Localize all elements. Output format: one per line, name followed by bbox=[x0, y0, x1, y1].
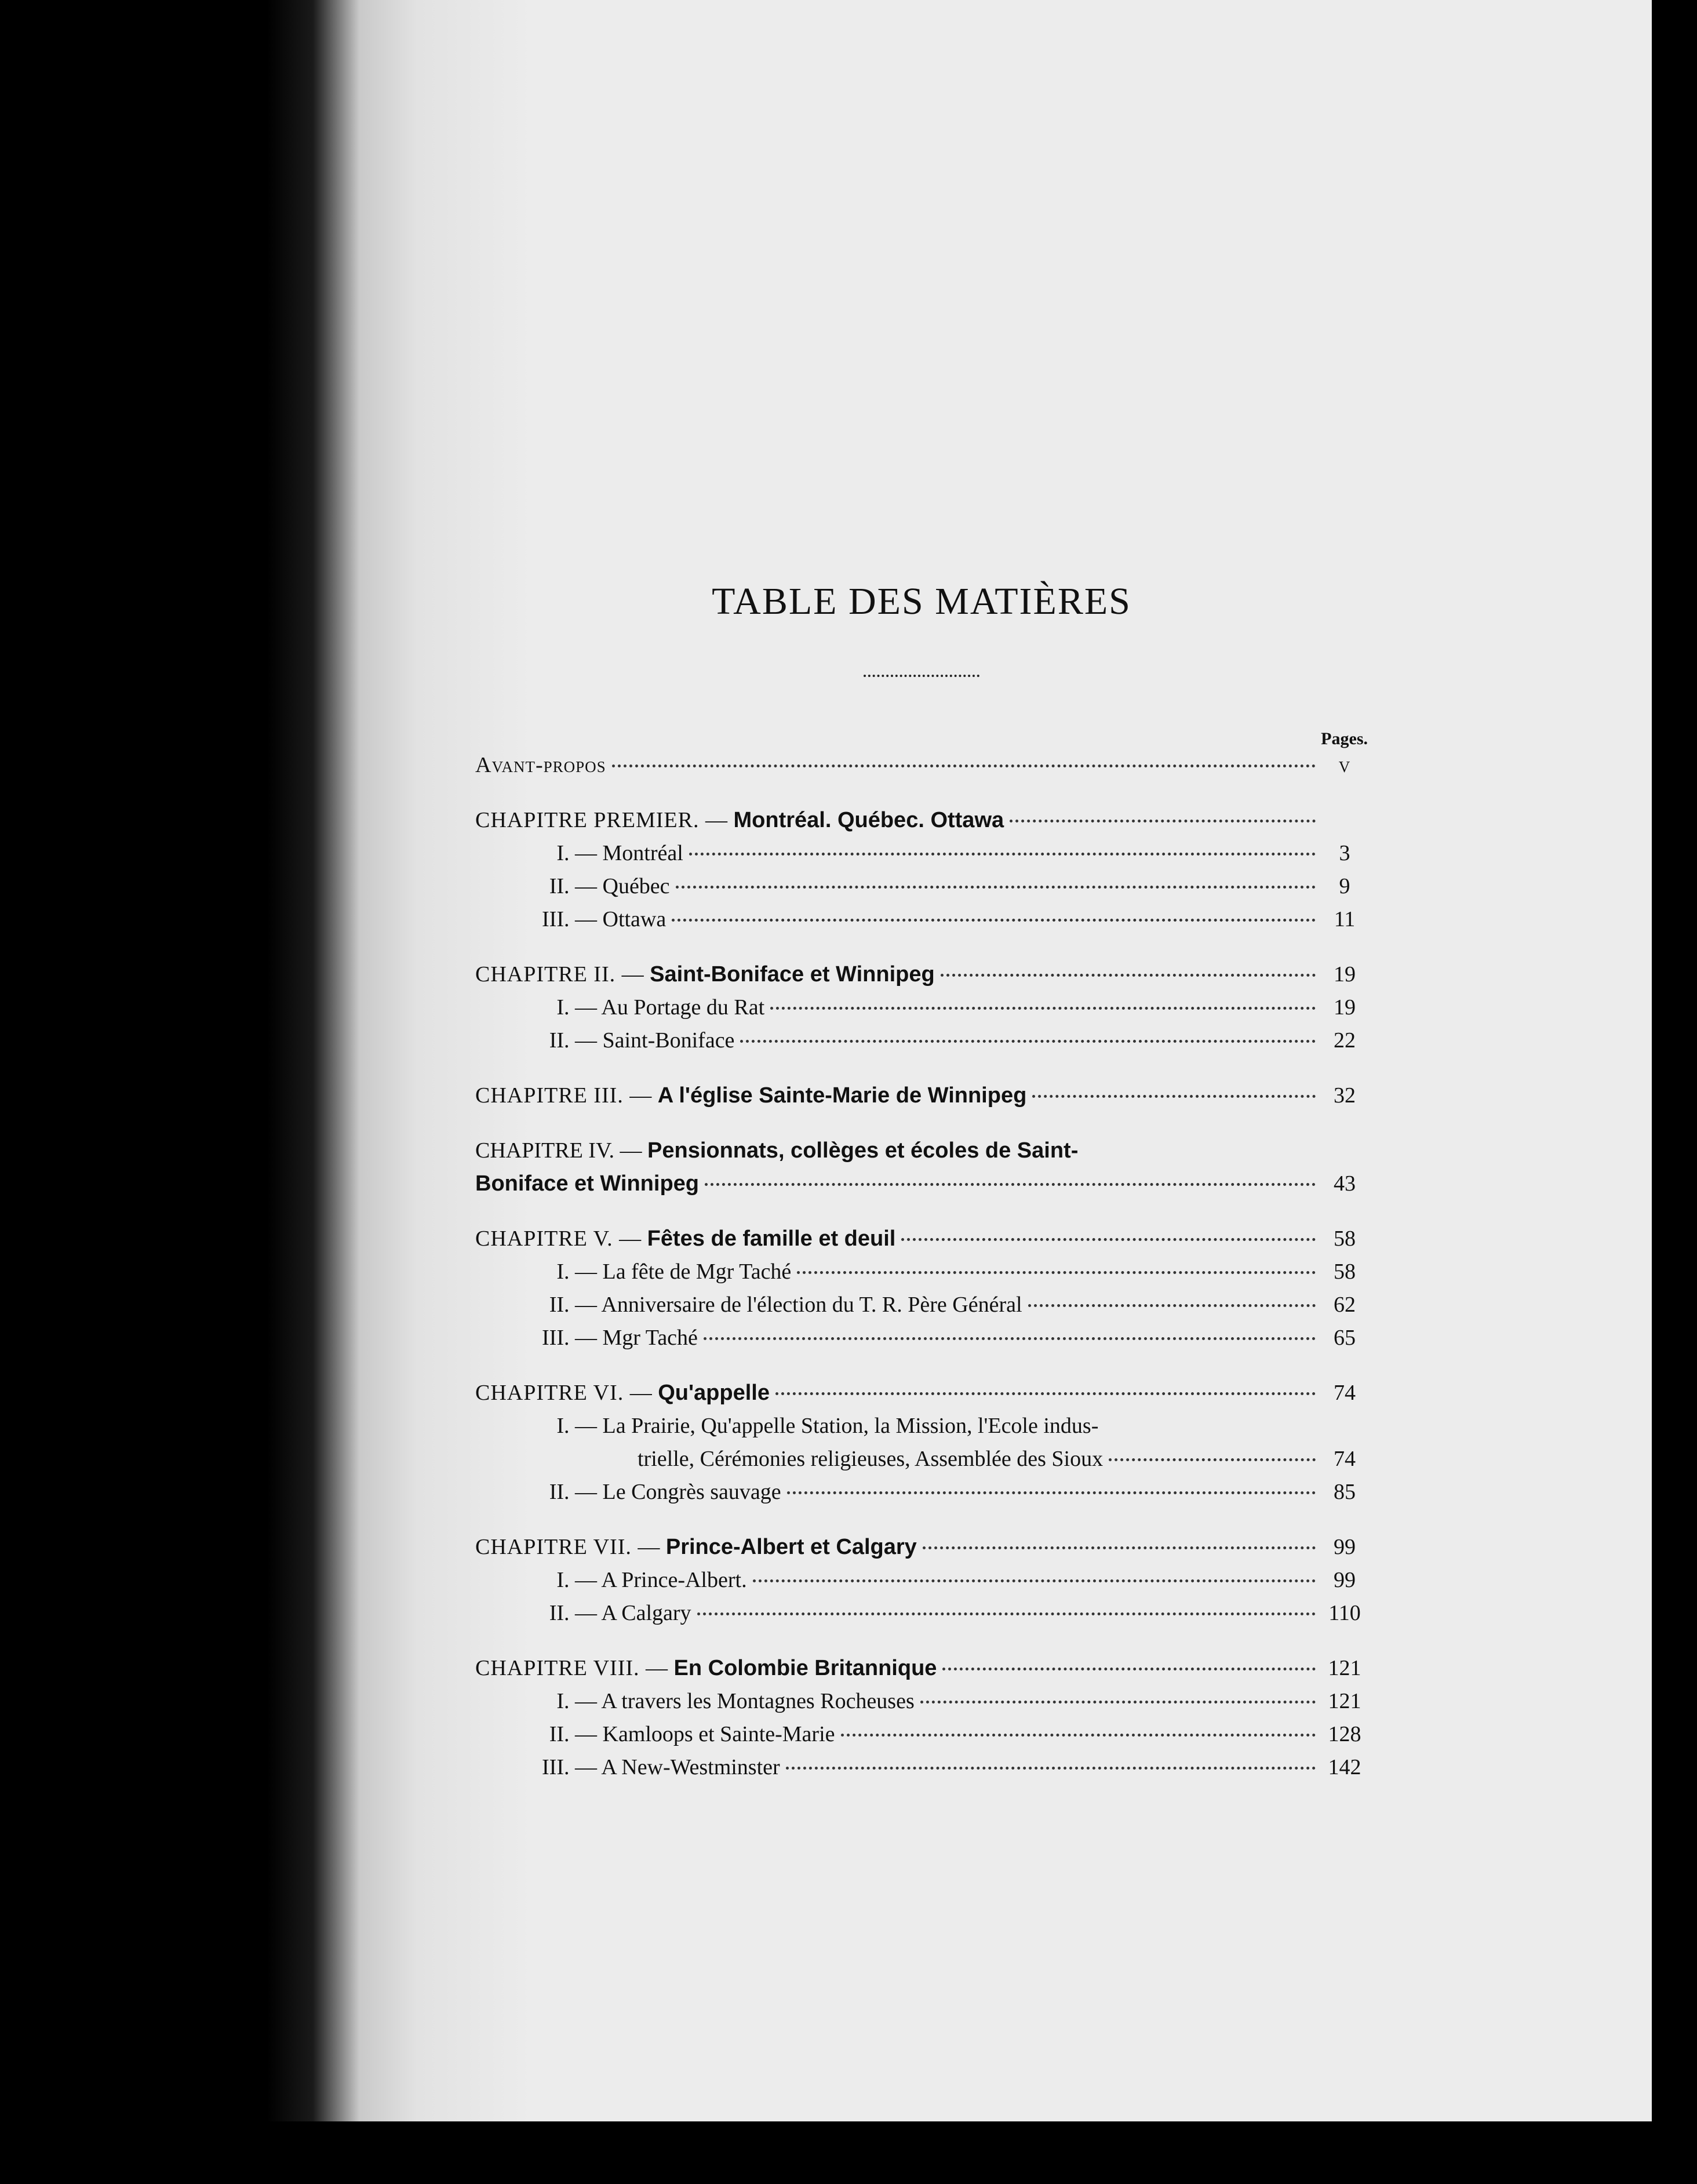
page-number: 99 bbox=[1334, 1535, 1356, 1559]
section-number: II. — bbox=[549, 1480, 597, 1504]
section-title: Anniversaire de l'élection du T. R. Père Général bbox=[601, 1293, 1022, 1317]
dot-leader bbox=[901, 1238, 1316, 1241]
dot-leader bbox=[775, 1392, 1316, 1395]
toc-chapter-4 bbox=[475, 1134, 1368, 1200]
dot-leader bbox=[612, 765, 1316, 767]
toc-chapter-5 bbox=[475, 1222, 1368, 1255]
pages-column-label: Pages. bbox=[1321, 729, 1368, 748]
section-number: III. — bbox=[542, 1755, 597, 1779]
dot-leader bbox=[753, 1579, 1316, 1582]
toc-section bbox=[475, 870, 1368, 903]
chapter-label: CHAPITRE PREMIER. — bbox=[475, 808, 728, 832]
page-number: 58 bbox=[1334, 1260, 1356, 1284]
section-title: A Prince-Albert. bbox=[601, 1568, 747, 1592]
section-number: I. — bbox=[556, 841, 597, 865]
toc-entry-avant-propos bbox=[475, 749, 1368, 782]
section-number: I. — bbox=[556, 1568, 597, 1592]
dot-leader bbox=[920, 1701, 1316, 1703]
chapter-title: Montréal. Québec. Ottawa bbox=[733, 808, 1004, 832]
page-number: 11 bbox=[1334, 907, 1356, 931]
page-number: 32 bbox=[1334, 1083, 1356, 1108]
page-number: 43 bbox=[1334, 1171, 1356, 1196]
toc-section bbox=[475, 903, 1368, 936]
section-title: La Prairie, Qu'appelle Station, la Mission, l'Ecole indus- bbox=[602, 1414, 1099, 1438]
page-number: 62 bbox=[1334, 1293, 1356, 1317]
dot-leader bbox=[672, 919, 1316, 922]
dot-leader bbox=[697, 1612, 1316, 1615]
page-number: 58 bbox=[1334, 1226, 1356, 1251]
chapter-title: En Colombie Britannique bbox=[673, 1656, 937, 1680]
page-number: 74 bbox=[1334, 1381, 1356, 1405]
dot-leader bbox=[676, 886, 1316, 889]
section-title: Au Portage du Rat bbox=[601, 995, 765, 1020]
section-title: Québec bbox=[602, 874, 670, 898]
chapter-title: A l'église Sainte-Marie de Winnipeg bbox=[657, 1083, 1027, 1108]
section-title: La fête de Mgr Taché bbox=[602, 1260, 792, 1284]
section-number: II. — bbox=[549, 874, 597, 898]
section-title: A travers les Montagnes Rocheuses bbox=[601, 1689, 915, 1713]
section-title: A Calgary bbox=[601, 1601, 691, 1625]
toc-section bbox=[475, 1410, 1368, 1476]
dot-leader bbox=[1032, 1095, 1316, 1098]
section-title: Kamloops et Sainte-Marie bbox=[602, 1722, 835, 1746]
chapter-label: CHAPITRE III. — bbox=[475, 1083, 653, 1108]
chapter-label: CHAPITRE II. — bbox=[475, 962, 644, 987]
toc-section bbox=[475, 1476, 1368, 1509]
chapter-title-continued: Boniface et Winnipeg bbox=[475, 1171, 700, 1196]
title-ornament bbox=[864, 664, 979, 677]
page-number: 3 bbox=[1339, 841, 1350, 865]
dot-leader bbox=[797, 1271, 1316, 1274]
dot-leader bbox=[770, 1007, 1316, 1010]
toc-section bbox=[475, 1718, 1368, 1751]
chapter-label: CHAPITRE VII. — bbox=[475, 1535, 661, 1559]
page-number: 74 bbox=[1334, 1447, 1356, 1471]
page-number: v bbox=[1338, 753, 1351, 777]
dot-leader bbox=[942, 1668, 1316, 1670]
section-number: III. — bbox=[542, 907, 597, 931]
toc-chapter-3 bbox=[475, 1079, 1368, 1112]
toc-section bbox=[475, 1685, 1368, 1718]
chapter-label: CHAPITRE IV. — bbox=[475, 1138, 642, 1163]
toc-section bbox=[475, 1597, 1368, 1630]
toc-section bbox=[475, 991, 1368, 1024]
dot-leader bbox=[787, 1491, 1316, 1494]
dot-leader bbox=[704, 1337, 1316, 1340]
dot-leader bbox=[1109, 1458, 1316, 1461]
chapter-title: Fêtes de famille et deuil bbox=[647, 1226, 896, 1251]
chapter-title: Pensionnats, collèges et écoles de Saint- bbox=[647, 1138, 1079, 1163]
dot-leader bbox=[1028, 1304, 1316, 1307]
section-title: A New-Westminster bbox=[601, 1755, 780, 1779]
section-number: II. — bbox=[549, 1293, 597, 1317]
toc-chapter-6 bbox=[475, 1377, 1368, 1410]
section-title: Saint-Boniface bbox=[602, 1028, 735, 1053]
page-number: 19 bbox=[1334, 995, 1356, 1020]
toc-section bbox=[475, 837, 1368, 870]
page-number: 85 bbox=[1334, 1480, 1356, 1504]
section-number: III. — bbox=[542, 1326, 597, 1350]
page-title: TABLE DES MATIÈRES bbox=[712, 580, 1131, 623]
section-number: I. — bbox=[556, 1414, 597, 1438]
section-number: II. — bbox=[549, 1601, 597, 1625]
toc-section bbox=[475, 1564, 1368, 1597]
toc-section bbox=[475, 1024, 1368, 1057]
toc-chapter-8 bbox=[475, 1652, 1368, 1685]
section-number: I. — bbox=[556, 1689, 597, 1713]
section-number: I. — bbox=[556, 1260, 597, 1284]
chapter-title: Qu'appelle bbox=[658, 1381, 770, 1405]
page-number: 22 bbox=[1334, 1028, 1356, 1053]
toc-chapter-7 bbox=[475, 1531, 1368, 1564]
toc-section bbox=[475, 1288, 1368, 1322]
page-number: 121 bbox=[1328, 1656, 1361, 1680]
toc-section bbox=[475, 1255, 1368, 1288]
section-title: Le Congrès sauvage bbox=[602, 1480, 781, 1504]
section-title: Montréal bbox=[602, 841, 683, 865]
page-number: 99 bbox=[1334, 1568, 1356, 1592]
dot-leader bbox=[841, 1734, 1316, 1737]
section-title: Mgr Taché bbox=[602, 1326, 698, 1350]
dot-leader bbox=[786, 1767, 1316, 1770]
page-number: 19 bbox=[1334, 962, 1356, 987]
dot-leader bbox=[705, 1183, 1316, 1186]
page-number: 110 bbox=[1328, 1601, 1361, 1625]
dot-leader bbox=[923, 1546, 1316, 1549]
toc-chapter-2 bbox=[475, 958, 1368, 991]
chapter-label: CHAPITRE V. — bbox=[475, 1226, 642, 1251]
toc-section bbox=[475, 1751, 1368, 1784]
toc-section bbox=[475, 1322, 1368, 1355]
section-number: I. — bbox=[556, 995, 597, 1020]
dot-leader bbox=[941, 974, 1316, 977]
chapter-label: CHAPITRE VI. — bbox=[475, 1381, 653, 1405]
section-title-continued: trielle, Cérémonies religieuses, Assemblée des Sioux bbox=[638, 1447, 1104, 1471]
page-number: 128 bbox=[1328, 1722, 1361, 1746]
page-number: 9 bbox=[1339, 874, 1350, 898]
chapter-label: CHAPITRE VIII. — bbox=[475, 1656, 669, 1680]
toc-chapter-1 bbox=[475, 804, 1368, 837]
table-of-contents bbox=[475, 545, 1368, 1784]
dot-leader bbox=[1010, 820, 1316, 822]
entry-label: Avant-propos bbox=[475, 753, 606, 777]
chapter-title: Prince-Albert et Calgary bbox=[665, 1535, 917, 1559]
section-number: II. — bbox=[549, 1722, 597, 1746]
section-title: Ottawa bbox=[602, 907, 667, 931]
page-number: 65 bbox=[1334, 1326, 1356, 1350]
dot-leader bbox=[689, 853, 1316, 856]
section-number: II. — bbox=[549, 1028, 597, 1053]
page-number: 121 bbox=[1328, 1689, 1361, 1713]
page-number: 142 bbox=[1328, 1755, 1361, 1779]
chapter-title: Saint-Boniface et Winnipeg bbox=[650, 962, 935, 987]
dot-leader bbox=[740, 1040, 1316, 1043]
